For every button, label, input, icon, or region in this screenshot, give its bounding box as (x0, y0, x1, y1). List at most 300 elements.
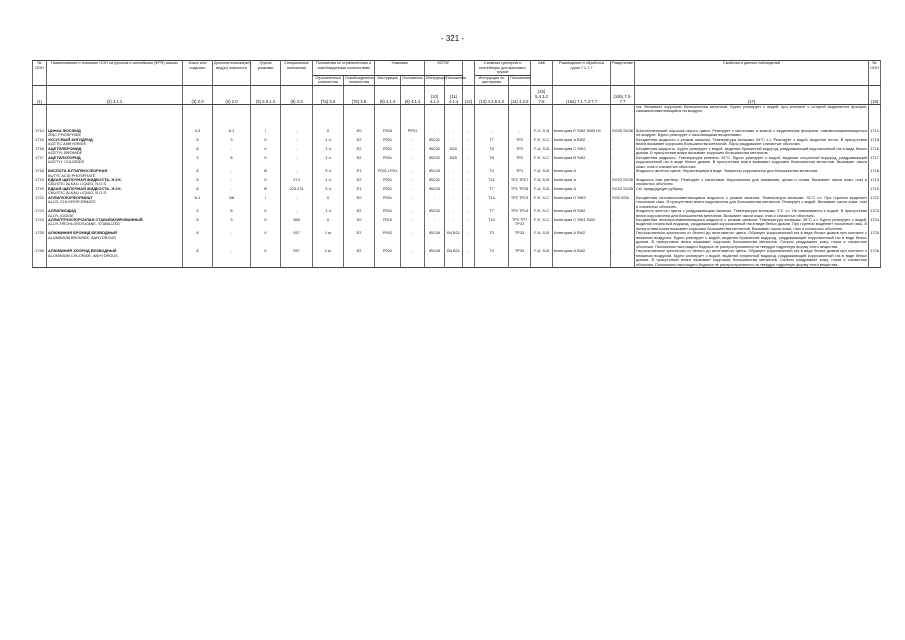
name-english: ACETIC ANHYDRIDE (48, 141, 87, 147)
name-russian: АЛЛИЛХЛОРФОРМИАТ (48, 194, 93, 200)
cell-ibc-instruction: - (425, 218, 445, 231)
cell-excepted-quantity: E1 (344, 169, 375, 178)
cell-segregation: SG22 SG35 (611, 178, 635, 187)
cell-packing-provision: - (401, 187, 425, 196)
cell-segregation: - (611, 218, 635, 231)
cell-limited-quantity: 0 (313, 129, 344, 138)
cell-un-number-right: 1724 (869, 218, 881, 231)
colnum: (8) 4.1.4 (375, 85, 401, 104)
cell-packing-group: II (251, 218, 281, 231)
cell-ibc-provision: - (445, 218, 463, 231)
colnum: (13) 4.2.5 4.3 (475, 85, 509, 104)
cell-stowage: Категория C SW2 (553, 147, 611, 156)
cell-subsidiary-hazard: - (213, 187, 251, 196)
cell-segregation: - (611, 156, 635, 169)
cell-packing-group: II (251, 138, 281, 147)
cell-ems: F-A, S-B (531, 249, 553, 267)
cell-ibc-provision: - (445, 178, 463, 187)
cell-col12: - (463, 187, 475, 196)
cell-stowage: Категория B SW2 (553, 209, 611, 218)
cell-ems: F-G, S-N (531, 129, 553, 138)
cell-special-provisions: - (281, 129, 313, 138)
cell-tank-instruction: T7 (475, 209, 509, 218)
cell-packing-group: III (251, 169, 281, 178)
cell-ems: F-A, S-B (531, 231, 553, 249)
header-subsidiary-hazard: Дополнительная(ые) вид(ы) опасности (213, 61, 251, 86)
cell-properties: См. предыдущую рубрику. (635, 187, 869, 196)
cell-special-provisions: 386 (281, 218, 313, 231)
cell-ems: F-E, S-C (531, 156, 553, 169)
cell-ibc-provision: B4 B21 (445, 231, 463, 249)
cell-tank-instruction: T3 (475, 249, 509, 267)
cell-limited-quantity: 1 л (313, 178, 344, 187)
colnum: (4) 2.0 (213, 85, 251, 104)
cell-tank-instruction: T8 (475, 147, 509, 156)
cell-ibc-provision: - (445, 129, 463, 138)
colnum: (3) 2.0 (183, 85, 213, 104)
cell-packing-provision: - (401, 249, 425, 267)
cell-un-number: 1716 (33, 147, 47, 156)
cell-properties: Бесцветная жидкость с резким запахом. Температура вспышки: 54°C з.т. Реагирует с водой, выделяя тепло. В присутствии влаги вызывает коррозию большинства металлов. Пары раздражают слизистые оболочки. (636, 136, 868, 147)
cell-un-number: 1715 (33, 138, 47, 147)
name-english: ALLYL CHLOROFORMATE (48, 199, 96, 205)
cell-class: 3 (183, 156, 213, 169)
cell-packing-instruction: P001 (375, 156, 401, 169)
cell-properties: Жидкость желтого цвета. Нерастворима в воде. Умеренно коррозионна для большинства металлов. (635, 169, 869, 178)
name-english: ACETYL CHLORIDE (48, 159, 85, 165)
header-portable-tanks: Съемные цистерны и контейнеры для массовых грузов (475, 61, 531, 76)
cell-ibc-instruction: IBC02 (425, 147, 445, 156)
cell-packing-instruction: P001 LP01 (375, 169, 401, 178)
header-class: Класс или подкласс (183, 61, 213, 86)
cell-packing-provision: - (401, 169, 425, 178)
colnum: (16b) 7.2-7.7 (611, 85, 635, 104)
cell-packing-provision: - (401, 218, 425, 231)
cell-packing-provision: - (401, 178, 425, 187)
cell-packing-group: III (251, 187, 281, 196)
cell-subsidiary-hazard: 3/8 (213, 196, 251, 209)
cell-un-number: 1726 (33, 249, 47, 267)
cell-excepted-quantity: E2 (344, 138, 375, 147)
cell-ems: F-E, S-C (531, 209, 553, 218)
colnum: (15) 5.4.3.2 7.8 (531, 85, 553, 104)
cell-excepted-quantity: E0 (344, 218, 375, 231)
cell-ibc-instruction: IBC08 (425, 231, 445, 249)
cell-substance-name (47, 231, 183, 249)
cell-special-provisions: - (281, 156, 313, 169)
cell-ibc-instruction: IBC03 (425, 187, 445, 196)
cell-class: 8 (183, 249, 213, 267)
header-properties: Свойства и данные наблюдений (635, 61, 869, 86)
cell-tank-instruction: T11 (475, 178, 509, 187)
name-russian: АЦЕТИЛБРОМИД (48, 145, 82, 151)
name-russian: КИСЛОТА БУТИЛФОСФОРНАЯ (48, 168, 108, 174)
cell-tank-provision: TP2 (509, 156, 531, 169)
cell-ibc-provision: - (445, 196, 463, 209)
header-excepted-qty: Освобожденные количества (345, 75, 375, 85)
cell-packing-instruction: P002 (375, 231, 401, 249)
cell-un-number: 1717 (33, 156, 47, 169)
header-un-number-right: № ООН (869, 61, 881, 86)
cell-col12: - (463, 169, 475, 178)
column-number-row (33, 85, 881, 104)
cell-un-number: 1723 (33, 209, 47, 218)
cell-segregation: SG22 SG35 (611, 187, 635, 196)
cell-segregation: - (611, 249, 635, 267)
cell-class: 8 (183, 187, 213, 196)
cell-ibc-instruction: IBC02 (425, 178, 445, 187)
table-row (33, 249, 881, 267)
cell-subsidiary-hazard: - (213, 178, 251, 187)
table-row (33, 218, 881, 231)
cell-substance-name (47, 218, 183, 231)
header-tank-provisions: Положения (509, 75, 531, 85)
cell-tank-provision: TP2 (509, 138, 531, 147)
name-russian: ЕДКАЯ ЩЕЛОЧНАЯ ЖИДКОСТЬ, Н.У.К. (48, 176, 122, 182)
header-row (33, 61, 881, 76)
table-row (33, 231, 881, 249)
cell-col12: - (463, 218, 475, 231)
cell-packing-group: II (251, 209, 281, 218)
cell-limited-quantity: 1 л (313, 147, 344, 156)
cell-tank-instruction: T10 (475, 218, 509, 231)
cell-tank-provision: TP2 (509, 147, 531, 156)
cell-properties: Гигроскопичные кристаллы от белого до желтоватого цвета. Образует коррозионный газ в виде белых дымов при контакте с влажным воздухом. Бурно реагирует с водой, выделяя бромистый водород, раздражающий коррозионный газ в виде белых дымов. В присутствии влаги вызывает коррозию большинства металлов. Сильно раздражает кожу, глаза и слизистые оболочки. Положения настоящего Кодекса не распространяются на твердую гидратную форму этого вещества. (636, 230, 868, 249)
cell-packing-instruction: P001 (375, 178, 401, 187)
cell-subsidiary-hazard: 3 (213, 218, 251, 231)
cell-packing-instruction: P002 (375, 249, 401, 267)
cell-un-number-right: 1725 (869, 231, 881, 249)
cell-ibc-instruction: IBC02 (425, 138, 445, 147)
cell-ems: F-E, S-C (531, 138, 553, 147)
cell-packing-group: I (251, 129, 281, 138)
header-packing: Упаковка (375, 61, 425, 76)
cell-packing-instruction: P001 (375, 138, 401, 147)
header-shipping-name: Наименование и описание ООН на русском и английском (ФРН) языках (47, 61, 183, 86)
cell-special-provisions: - (281, 169, 313, 178)
cell-segregation: - (611, 231, 635, 249)
cell-un-number-right: 1719 (869, 178, 881, 187)
cell-class: 8 (183, 169, 213, 178)
cell-excepted-quantity: E1 (344, 187, 375, 196)
cell-packing-provision: - (401, 156, 425, 169)
name-english: BUTYL ACID PHOSPHATE (48, 172, 96, 178)
cell-un-number-right: 1726 (869, 249, 881, 267)
cell-limited-quantity: 1 кг (313, 249, 344, 267)
cell-un-number-right: 1716 (869, 147, 881, 156)
cell-un-number-right: 1714 (869, 129, 881, 138)
name-russian: ЦИНКА ФОСФИД (48, 127, 81, 133)
cell-special-provisions: 937 (281, 231, 313, 249)
cell-tank-provision: TP2 TP7 TP13 (509, 218, 531, 231)
cell-excepted-quantity: E2 (344, 209, 375, 218)
cell-un-number: 1724 (33, 218, 47, 231)
cell-class: 8 (183, 218, 213, 231)
cell-segregation: SG5 SG8 (611, 196, 635, 209)
table-row (33, 178, 881, 187)
cell-packing-group: II (251, 147, 281, 156)
cell-packing-provision: - (401, 231, 425, 249)
cell-limited-quantity: 5 л (313, 187, 344, 196)
cell-packing-instruction: P403 (375, 129, 401, 138)
cell-special-provisions: 223 274 (281, 187, 313, 196)
name-russian: АЛЮМИНИЯ ХЛОРИД БЕЗВОДНЫЙ (48, 248, 117, 254)
cell-tank-provision: - (509, 129, 531, 138)
cell-excepted-quantity: E2 (344, 147, 375, 156)
cell-excepted-quantity: E2 (344, 249, 375, 267)
cell-limited-quantity: 0 (313, 218, 344, 231)
cell-special-provisions: 274 (281, 178, 313, 187)
cell-stowage: Категория D SW2 (553, 196, 611, 209)
cell-col12: - (463, 196, 475, 209)
cell-segregation: - (611, 138, 635, 147)
cell-packing-group: I (251, 196, 281, 209)
cell-special-provisions: - (281, 138, 313, 147)
cell-col12: - (463, 178, 475, 187)
cell-excepted-quantity: E2 (344, 178, 375, 187)
cell-col12: - (463, 249, 475, 267)
continued-properties-text: газ. Вызывает коррозию большинства металлов. Бурно реагирует с водой, при контакте с которой выделяется фосфин, самовоспламеняющийся на воздухе. (635, 104, 869, 129)
cell-excepted-quantity: E2 (344, 156, 375, 169)
cell-packing-instruction: P001 (375, 196, 401, 209)
cell-limited-quantity: 1 л (313, 209, 344, 218)
cell-limited-quantity: 1 л (313, 138, 344, 147)
name-russian: УКСУСНЫЙ АНГИДРИД (48, 136, 93, 142)
cell-stowage: Категория A SW2 (553, 231, 611, 249)
cell-ibc-provision: B20 (445, 156, 463, 169)
cell-properties: Бесцветная жидкость. Температура кипения: 52°C. Бурно реагирует с водой, выделяя хлористый водород, раздражающий коррозионный газ в виде белых дымов. В присутствии влаги вызывает коррозию большинства металлов. Вызывает ожоги кожи, глаз и слизистых оболочек. (636, 154, 868, 169)
cell-packing-provision: - (401, 209, 425, 218)
name-english: ACETYL BROMIDE (48, 150, 83, 156)
cell-un-number: 1719 (33, 187, 47, 196)
cell-excepted-quantity: E0 (344, 196, 375, 209)
cell-stowage: Категория A (553, 187, 611, 196)
cell-ibc-instruction: - (425, 196, 445, 209)
table-row (33, 196, 881, 209)
colnum: (9) 4.1.4 (401, 85, 425, 104)
dangerous-goods-table (32, 60, 881, 268)
cell-col12: - (463, 231, 475, 249)
cell-excepted-quantity: E0 (344, 129, 375, 138)
cell-packing-group: II (251, 156, 281, 169)
colnum: (12) (463, 85, 475, 104)
cell-packing-instruction: P010 (375, 218, 401, 231)
colnum: (14) 4.2.5 (509, 85, 531, 104)
continuation-row (33, 104, 881, 129)
name-english: ALLYLTRICHLOROSILANE, STABILIZED (48, 221, 120, 227)
cell-packing-provision: PP31 (401, 129, 425, 138)
cell-subsidiary-hazard: 8 (213, 156, 251, 169)
colnum: (18) (869, 85, 881, 104)
cell-special-provisions: - (281, 196, 313, 209)
cell-un-number: 1722 (33, 196, 47, 209)
cell-stowage: Категория A SW2 (553, 138, 611, 147)
cell-ems: F-A, S-B (531, 187, 553, 196)
colnum: (16a) 7.1 7.3-7.7 (553, 85, 611, 104)
cell-class: 8 (183, 138, 213, 147)
header-limited-excepted: Положения по ограниченным и освобожденным количествам (313, 61, 375, 76)
cell-ems: F-A, S-B (531, 178, 553, 187)
cell-class: 3 (183, 209, 213, 218)
cell-tank-provision: TP2 TP13 (509, 209, 531, 218)
cell-properties: Бесцветная жидкость. Бурно реагирует с водой, выделяя бромистый водород, раздражающий коррозионный газ в виде белых дымов. В присутствии влаги вызывает коррозию большинства металлов. (636, 145, 868, 156)
cell-limited-quantity: 5 л (313, 169, 344, 178)
header-stowage: Размещение и обработка груза 7.1-7.7 (553, 61, 611, 86)
header-tank-instructions: Инструкции по цистернам (475, 75, 509, 85)
table-row (33, 156, 881, 169)
cell-class: 8 (183, 147, 213, 156)
cell-col12: - (463, 138, 475, 147)
cell-subsidiary-hazard: 6.1 (213, 129, 251, 138)
cell-packing-instruction: P001 (375, 209, 401, 218)
cell-tank-instruction: T14 (475, 196, 509, 209)
cell-un-number: 1725 (33, 231, 47, 249)
colnum: (7b) 3.5 (344, 85, 375, 104)
cell-un-number: 1718 (33, 169, 47, 178)
cell-ibc-provision: B20 (445, 147, 463, 156)
cell-ibc-instruction: IBC03 (425, 169, 445, 178)
colnum: (6) 3.3 (281, 85, 313, 104)
cell-un-number-right: 1722 (869, 196, 881, 209)
cell-tank-instruction: T3 (475, 231, 509, 249)
cell-segregation: - (611, 209, 635, 218)
cell-un-number-right: 1719 (869, 187, 881, 196)
cell-substance-name (47, 196, 183, 209)
cell-stowage: Категория E SW2 SW5 H1 (553, 129, 611, 138)
cell-class: 6.1 (183, 196, 213, 209)
cell-special-provisions: - (281, 147, 313, 156)
cell-tank-instruction: T8 (475, 156, 509, 169)
cell-packing-provision: - (401, 138, 425, 147)
cell-stowage: Категория A (553, 169, 611, 178)
cell-tank-instruction: T7 (475, 187, 509, 196)
cell-ibc-provision: - (445, 187, 463, 196)
cell-subsidiary-hazard: - (213, 169, 251, 178)
header-col12 (463, 61, 475, 86)
cell-excepted-quantity: E2 (344, 231, 375, 249)
cell-ibc-instruction: IBC08 (425, 249, 445, 267)
cell-ibc-provision: - (445, 209, 463, 218)
cell-col12: - (463, 147, 475, 156)
colnum: (1) (33, 85, 47, 104)
name-english: ZINC PHOSPHIDE (48, 132, 82, 138)
header-ibc-instructions: Инструкции (425, 75, 445, 85)
cell-limited-quantity: 1 кг (313, 231, 344, 249)
cell-ibc-instruction: - (425, 129, 445, 138)
header-limited-qty: Ограниченные количества (313, 75, 344, 85)
colnum: (11) 4.1.4 (445, 85, 463, 104)
cell-ems: F-A, S-B (531, 169, 553, 178)
cell-tank-provision: TP33 (509, 249, 531, 267)
cell-tank-instruction: - (475, 129, 509, 138)
cell-properties: Бесцветная легковоспламеняющаяся жидкость с резким запахом. Температура вспышки: 35°C з.т. Бурно реагирует с водой, выделяя хлористый водород, раздражающий коррозионный газ в виде белых дымов. При горении выделяет токсичные газы. В присутствии влаги вызывает коррозию большинства металлов. Вызывает ожоги кожи, глаз и слизистых оболочек. (636, 217, 868, 231)
cell-col12: - (463, 156, 475, 169)
cell-limited-quantity: 0 (313, 196, 344, 209)
cell-properties: Жидкость или раствор. Реагирует с кислотами. Коррозионна для алюминия, цинка и олова. Вызывает ожоги кожи, глаз и слизистых оболочек. (636, 176, 868, 187)
name-english: ALUMINIUM CHLORIDE, ANHYDROUS (48, 252, 118, 258)
cell-tank-provision: TP1 (509, 169, 531, 178)
cell-segregation: - (611, 169, 635, 178)
cell-col12: - (463, 209, 475, 218)
name-russian: АЦЕТИЛХЛОРИД (48, 154, 81, 160)
cell-packing-group: II (251, 178, 281, 187)
cell-packing-group: II (251, 249, 281, 267)
header-packing-instructions: Инструкции (375, 75, 401, 85)
cell-subsidiary-hazard: - (213, 147, 251, 156)
cell-ems: F-E, S-C (531, 196, 553, 209)
cell-packing-provision: - (401, 196, 425, 209)
cell-tank-instruction: T7 (475, 138, 509, 147)
colnum: (7a) 3.4 (313, 85, 344, 104)
header-ibc: КСГМГ (425, 61, 463, 76)
cell-subsidiary-hazard: 8 (213, 209, 251, 218)
colnum: (10) 4.1.4 (425, 85, 445, 104)
cell-tank-instruction: T4 (475, 169, 509, 178)
header-ibc-provisions: Положения (445, 75, 463, 85)
name-russian: АЛЮМИНИЯ БРОМИД БЕЗВОДНЫЙ (48, 230, 118, 236)
cell-ibc-instruction: IBC02 (425, 209, 445, 218)
cell-subsidiary-hazard: 3 (213, 138, 251, 147)
cell-properties: Бесцветная легковоспламеняющаяся жидкость с резким запахом. Температура вспышки: 31°C з.т. При горении выделяет токсичные газы. В присутствии влаги коррозионна для большинства металлов. Реагирует с водой. Вызывает ожоги кожи, глаз и слизистых оболочек. (636, 194, 868, 209)
header-ems: АвК (531, 61, 553, 86)
name-russian: АЛЛИЛИОДИД (48, 208, 76, 214)
name-english: ALUMINIUM BROMIDE, ANHYDROUS (48, 234, 116, 240)
colnum: (5) 2.0.1.3 (251, 85, 281, 104)
cell-class: 8 (183, 178, 213, 187)
cell-packing-group: II (251, 231, 281, 249)
cell-properties: Кристаллический порошок серого цвета. Реагирует с кислотами и влагой с выделением фосфина, самовоспламеняющегося на воздухе. Бурно реагирует с окисляющими веществами. (636, 127, 868, 138)
cell-properties: Жидкость желтого цвета с раздражающим запахом. Температура вспышки: 0°C з.т. Не смешивается с водой. В присутствии влаги коррозионна для большинства металлов. Вызывает ожоги кожи, глаз и слизистых оболочек. (636, 208, 868, 218)
cell-class: 4.3 (183, 129, 213, 138)
cell-segregation: SG35 SG36 (611, 129, 635, 138)
cell-packing-provision: - (401, 147, 425, 156)
header-packing-group: Группа упаковки (251, 61, 281, 86)
cell-packing-instruction: P001 (375, 147, 401, 156)
name-english: ALLYL IODIDE (48, 212, 74, 218)
cell-class: 8 (183, 231, 213, 249)
cell-substance-name (47, 156, 183, 169)
cell-limited-quantity: 1 л (313, 156, 344, 169)
cell-subsidiary-hazard: - (213, 249, 251, 267)
cell-tank-provision: TP2 TP27 (509, 178, 531, 187)
name-russian: ЕДКАЯ ЩЕЛОЧНАЯ ЖИДКОСТЬ, Н.У.К. (48, 185, 122, 191)
cell-stowage: Категория C SW1 SW2 (553, 218, 611, 231)
cell-tank-provision: TP33 (509, 231, 531, 249)
name-english: CAUSTIC ALKALI LIQUID, N.O.S. (48, 190, 108, 196)
cell-ibc-provision: - (445, 169, 463, 178)
cell-packing-instruction: P001 (375, 187, 401, 196)
colnum: (2) 3.1.2 (47, 85, 183, 104)
header-special-provisions: Специальные положения (281, 61, 313, 86)
header-packing-provisions: Положения (401, 75, 425, 85)
cell-substance-name (47, 249, 183, 267)
cell-un-number-right: 1723 (869, 209, 881, 218)
cell-properties: Гигроскопичные кристаллы от белого до желтоватого цвета. Образует коррозионный газ в виде белых дымов при контакте с влажным воздухом. Бурно реагирует с водой, выделяя хлористый водород, раздражающий коррозионный газ в виде белых дымов. В присутствии влаги вызывает коррозию большинства металлов. Сильно раздражает кожу, глаза и слизистые оболочки. Положения настоящего Кодекса не распространяются на твердую гидратную форму этого вещества. (636, 248, 868, 267)
page-number: - 321 - (440, 34, 465, 43)
cell-special-provisions: 937 (281, 249, 313, 267)
cell-un-number: 1719 (33, 178, 47, 187)
cell-un-number-right: 1715 (869, 138, 881, 147)
cell-un-number: 1714 (33, 129, 47, 138)
cell-ibc-instruction: IBC02 (425, 156, 445, 169)
cell-subsidiary-hazard: - (213, 231, 251, 249)
cell-tank-provision: TP2 TP13 (509, 196, 531, 209)
cell-un-number-right: 1717 (869, 156, 881, 169)
header-segregation: Разделение (611, 61, 635, 86)
cell-ibc-provision: - (445, 138, 463, 147)
cell-special-provisions: - (281, 209, 313, 218)
cell-col12: - (463, 129, 475, 138)
